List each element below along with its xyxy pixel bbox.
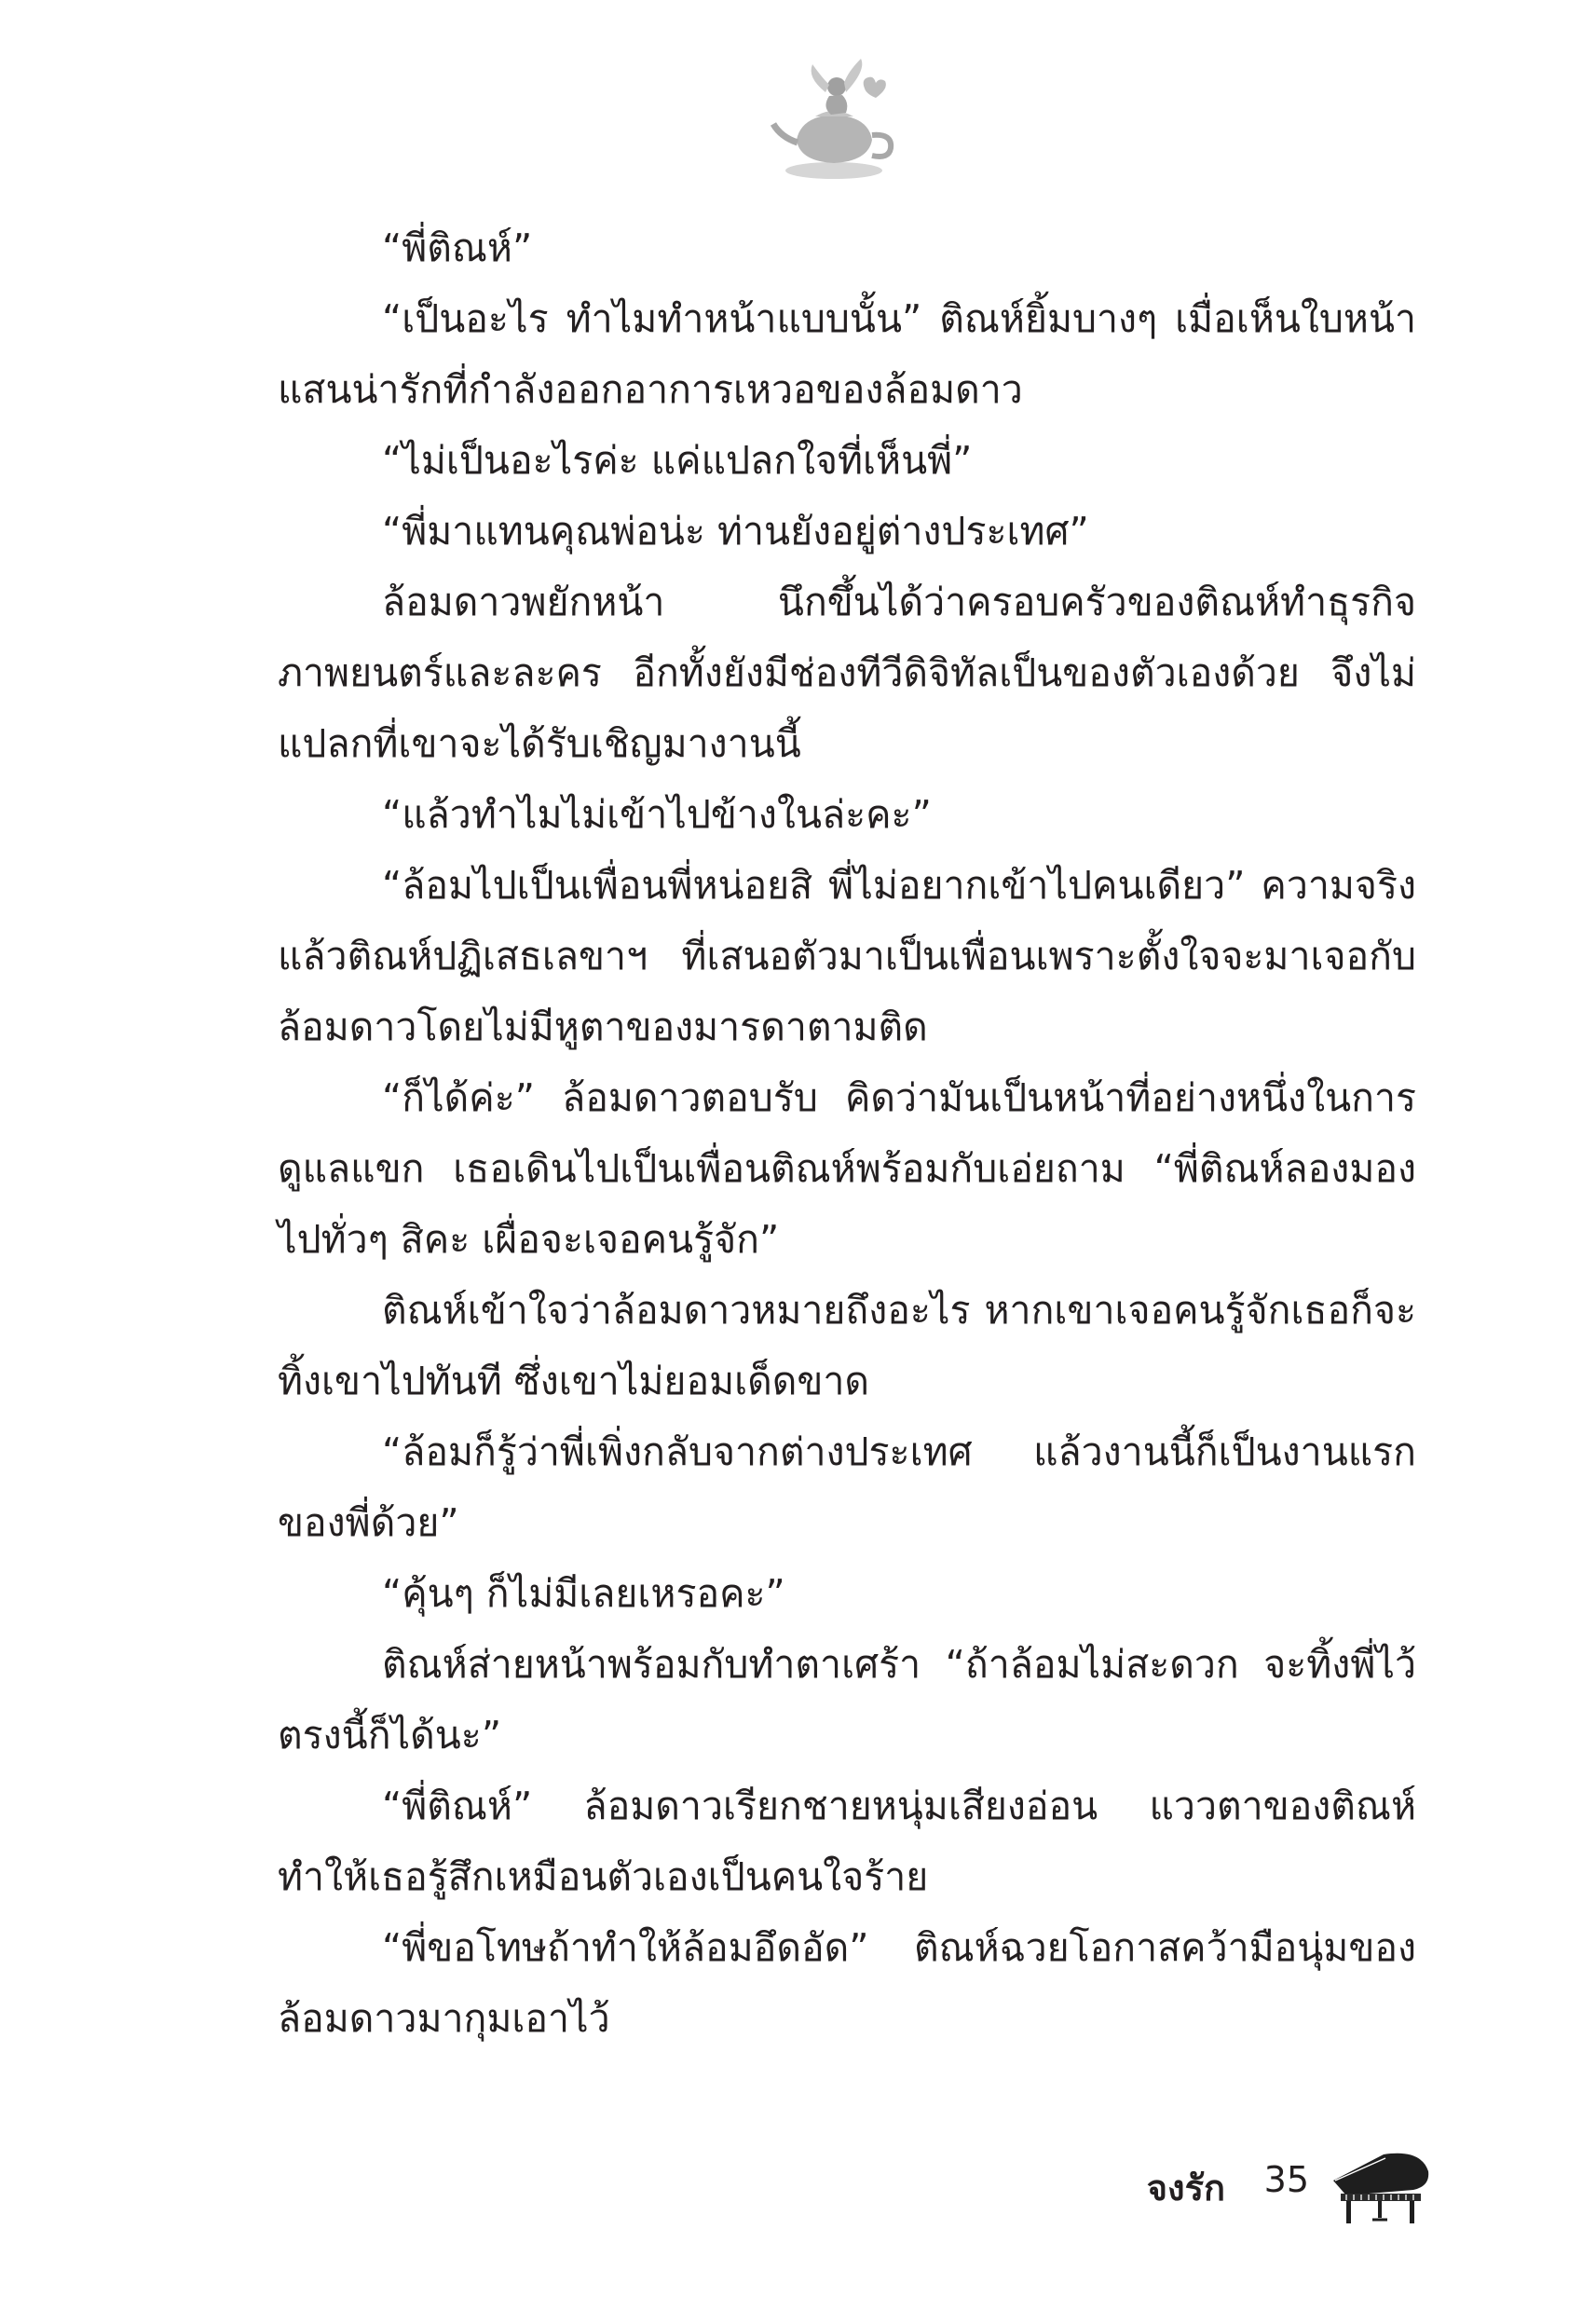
page-number: 35 [1263, 2159, 1309, 2200]
body-text [278, 212, 1416, 2054]
page-footer [1025, 2139, 1435, 2232]
paragraph: “พี่มาแทนคุณพ่อน่ะ ท่านยังอยู่ต่างประเทศ” [382, 509, 1089, 554]
paragraph: “แล้วทำไมไม่เข้าไปข้างในล่ะคะ” [382, 792, 932, 837]
paragraph: “พี่ติณห์” ล้อมดาวเรียกชายหนุ่มเสียงอ่อน แววตาของติณห์ทำให้เธอรู้สึกเหมือนตัวเองเป็นคนใจร้าย [278, 1784, 1416, 1899]
paragraph: “พี่ติณห์” [382, 226, 533, 270]
paragraph: “พี่ขอโทษถ้าทำให้ล้อมอึดอัด” ติณห์ฉวยโอกาสคว้ามือนุ่มของล้อมดาวมากุมเอาไว้ [278, 1925, 1416, 2041]
paragraph: ติณห์เข้าใจว่าล้อมดาวหมายถึงอะไร หากเขาเจอคนรู้จักเธอก็จะทิ้งเขาไปทันที ซึ่งเขาไม่ยอมเด็ดขาด [278, 1288, 1416, 1403]
grand-piano-icon [1328, 2143, 1435, 2227]
paragraph: “คุ้นๆ ก็ไม่มีเลยเหรอคะ” [382, 1571, 785, 1616]
cupid-teapot-icon [764, 51, 904, 191]
paragraph: “ล้อมก็รู้ว่าพี่เพิ่งกลับจากต่างประเทศ แล้วงานนี้ก็เป็นงานแรกของพี่ด้วย” [278, 1429, 1416, 1545]
paragraph: “ไม่เป็นอะไรค่ะ แค่แปลกใจที่เห็นพี่” [382, 438, 973, 483]
paragraph: “ล้อมไปเป็นเพื่อนพี่หน่อยสิ พี่ไม่อยากเข้าไปคนเดียว” ความจริงแล้วติณห์ปฏิเสธเลขาฯ ที่เสนอตัวมาเป็นเพื่อนเพราะตั้งใจจะมาเจอกับล้อมดาวโดยไม่มีหูตาของมารดาตามติด [278, 863, 1416, 1049]
paragraph: ล้อมดาวพยักหน้า นึกขึ้นได้ว่าครอบครัวของติณห์ทำธุรกิจภาพยนตร์และละคร อีกทั้งยังมีช่องทีวีดิจิทัลเป็นของตัวเองด้วย จึงไม่แปลกที่เขาจะได้รับเชิญมางานนี้ [278, 580, 1416, 766]
paragraph: “เป็นอะไร ทำไมทำหน้าแบบนั้น” ติณห์ยิ้มบางๆ เมื่อเห็นใบหน้าแสนน่ารักที่กำลังออกอาการเหวอของล้อมดาว [278, 296, 1416, 412]
paragraph: “ก็ได้ค่ะ” ล้อมดาวตอบรับ คิดว่ามันเป็นหน้าที่อย่างหนึ่งในการดูแลแขก เธอเดินไปเป็นเพื่อนติณห์พร้อมกับเอ่ยถาม “พี่ติณห์ลองมองไปทั่วๆ สิคะ เผื่อจะเจอคนรู้จัก” [278, 1075, 1416, 1262]
paragraph: ติณห์ส่ายหน้าพร้อมกับทำตาเศร้า “ถ้าล้อมไม่สะดวก จะทิ้งพี่ไว้ตรงนี้ก็ได้นะ” [278, 1642, 1416, 1757]
book-title: จงรัก [1146, 2167, 1225, 2208]
